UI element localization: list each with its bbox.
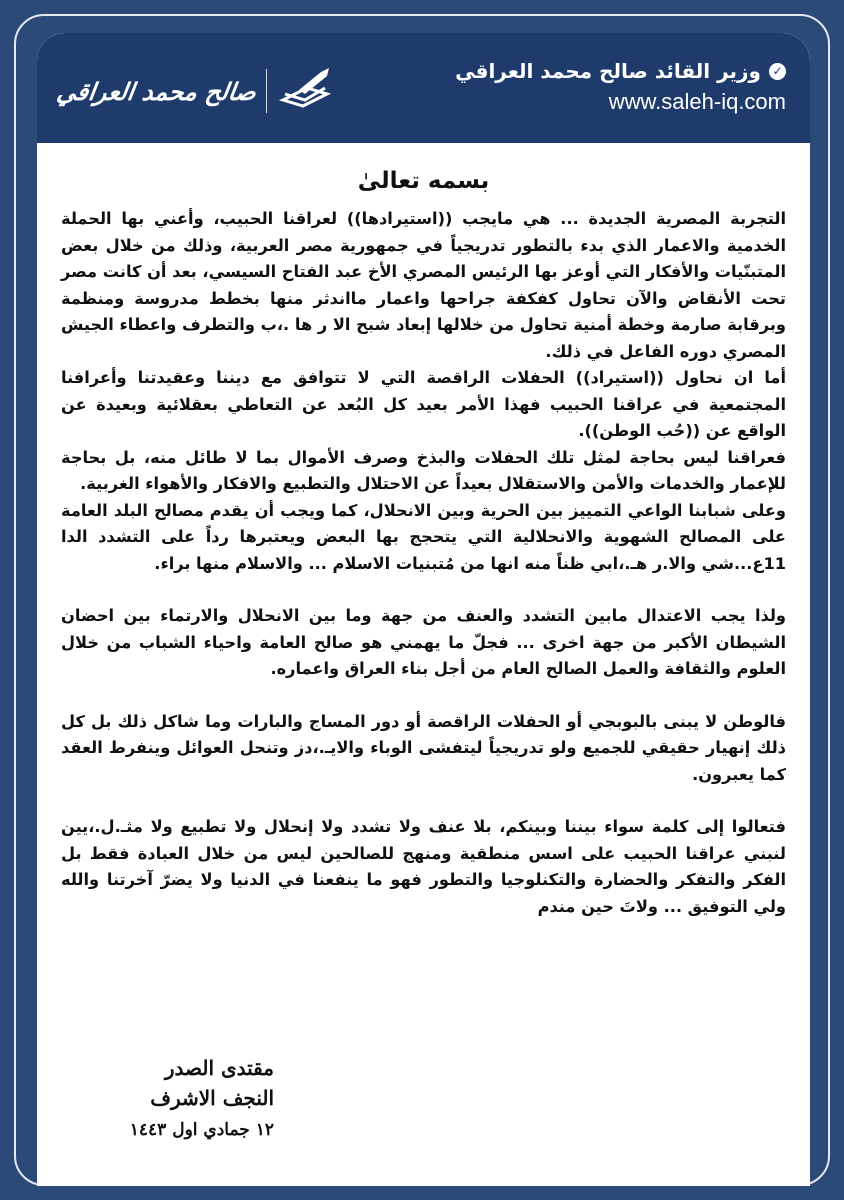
- signature-place: النجف الاشرف: [150, 1086, 274, 1110]
- paragraph-moderation: ولذا يجب الاعتدال مابين التشدد والعنف من جهة وما بين الانحلال والارتماء بين احضان الشيطان الأكبر من جهة اخرى ... فجلّ ما يهمني هو صالح العامة واحياء الشباب من خلال العلوم والثقافة والعمل الصالح العام من أجل بناء العراق واعماره.: [61, 606, 786, 678]
- paragraph-egypt-experience: التجربة المصرية الجديدة ... هي مايجب ((استيرادها)) لعراقنا الحبيب، وأعني بها الحملة الخدمية والاعمار الذي بدء بالتطور تدريجياً في جمهورية مصر العربية، وذلك من خلال بعض المتبنّيات والأفكار التي أوعز بها الرئيس المصري الأخ عبد الفتاح السيسي، بعد أن كانت مصر تحت الأنقاض والآن تحاول كفكفة جراحها واعمار مااندثر منها بخطط مدروسة ومنظمة وبرقابة صارمة وخطة أمنية تحاول من خلالها إبعاد شبح الا ر ها .،ب والتطرف واعطاء الجيش المصري دوره الفاعل في ذلك.: [61, 209, 786, 361]
- paragraph-homeland: فالوطن لا يبنى بالبوبجي أو الحفلات الراقصة أو دور المساج والبارات وما شاكل ذلك بل كل ذلك إنهيار حقيقي للجميع ولو تدريجياً ليتفشى الوباء والايـ.،دز وتنحل العوائل وينفرط العقد كما يعبرون.: [61, 711, 786, 784]
- letter-card: [37, 33, 810, 1186]
- letterhead-identity: [455, 59, 786, 115]
- paragraph-spacer: [61, 788, 786, 814]
- website-url[interactable]: www.saleh-iq.com: [608, 89, 786, 114]
- paragraph-spacer: [61, 683, 786, 709]
- book-quill-icon: [277, 66, 333, 116]
- verified-badge-icon: ✓: [769, 63, 786, 80]
- letterhead-title: وزير القائد صالح محمد العراقي: [455, 59, 761, 83]
- letter-body: [61, 158, 786, 920]
- paragraph-iraq-needs: فعراقنا ليس بحاجة لمثل تلك الحفلات والبذخ وصرف الأموال بما لا طائل منه، بل بحاجة للإعمار والخدمات والأمن والاستقلال بعيداً عن الاحتلال والتطبيع والافكار والأهواء الغربية.: [61, 447, 786, 493]
- letterhead: [37, 33, 810, 143]
- letterhead-title-row: [455, 59, 786, 83]
- logo-divider: [266, 69, 267, 113]
- logo-calligraphy: صالح محمد العراقي: [54, 76, 259, 106]
- paragraph-import-parties: أما ان نحاول ((استيراد)) الحفلات الراقصة التي لا تتوافق مع ديننا وعقيدتنا وأعرافنا المجتمعية في عراقنا الحبيب فهذا الأمر بعيد كل البُعد عن التعاطي بعقلائية وبعيدة عن الواقع عن ((حُب الوطن)).: [61, 368, 786, 440]
- signature-name: مقتدى الصدر: [164, 1056, 274, 1080]
- paragraph-common-word: فتعالوا إلى كلمة سواء بيننا وبينكم، بلا عنف ولا تشدد ولا إنحلال ولا تطبيع ولا مثـ.ل.،يين لنبني عراقنا الحبيب على اسس منطقية ومنهج للصالحين ليس من خلال العبادة فقط بل الفكر والتفكر والحضارة والتكنلوجيا والتطور فهو ما ينفعنا في الدنيا ولا يضرّ آخرتنا والله ولي التوفيق ... ولاتَ حين مندم: [61, 817, 786, 916]
- paragraph-youth: وعلى شبابنا الواعي التمييز بين الحرية وبين الانحلال، كما ويجب أن يقدم مصالح البلد العامة على المصالح الشهوية والانحلالية التي يتحجج بها البعض ويعتبرها رداً على التشدد الدا 11ع...شي والا.ر هـ.،ابي ظناً منه انها من مُتبنيات الاسلام ... والاسلام منها براء.: [61, 500, 786, 573]
- signature-block: [130, 1053, 274, 1147]
- signature-date: ١٢ جمادي اول ١٤٤٣: [129, 1120, 274, 1140]
- basmala-heading: بسمه تعالىٰ: [357, 168, 490, 194]
- logo: [54, 59, 333, 123]
- paragraph-spacer: [61, 577, 786, 603]
